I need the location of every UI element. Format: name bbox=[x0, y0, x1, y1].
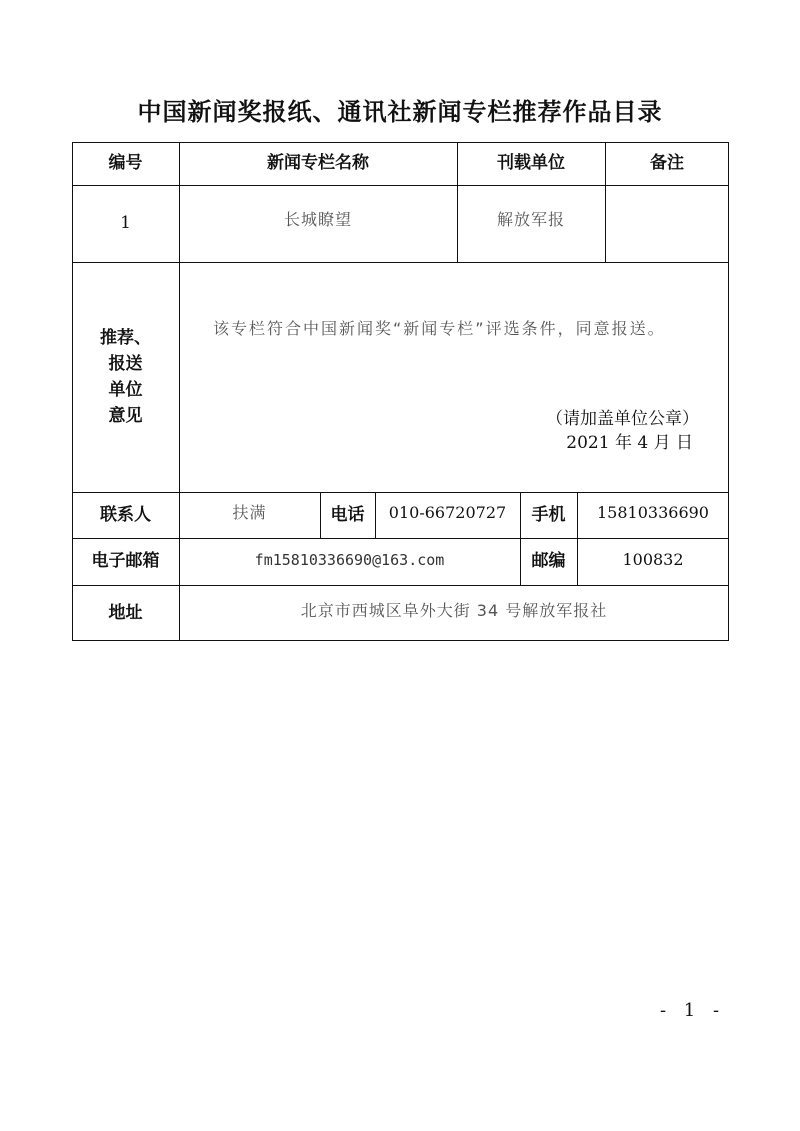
email-value: fm15810336690@163.com bbox=[254, 550, 445, 569]
header-publisher: 刊载单位 bbox=[497, 153, 565, 174]
opinion-label-line: 推荐、 bbox=[100, 328, 151, 348]
header-number: 编号 bbox=[108, 153, 143, 174]
entry-remarks bbox=[605, 185, 729, 262]
email-label: 电子邮箱 bbox=[91, 551, 160, 572]
opinion-date: 2021 年 4 月 日 bbox=[566, 433, 693, 453]
header-remarks: 备注 bbox=[650, 153, 684, 174]
opinion-label-line: 意见 bbox=[108, 406, 143, 426]
address-label: 地址 bbox=[108, 602, 143, 623]
entry-publisher: 解放军报 bbox=[496, 210, 565, 230]
postcode-label: 邮编 bbox=[531, 551, 566, 572]
opinion-label-line: 单位 bbox=[108, 380, 143, 400]
contact-person-label: 联系人 bbox=[100, 504, 151, 525]
seal-note: （请加盖单位公章） bbox=[546, 409, 699, 429]
opinion-body bbox=[179, 262, 729, 492]
mobile-value: 15810336690 bbox=[597, 503, 709, 523]
page-number: - 1 - bbox=[660, 1000, 726, 1021]
opinion-label-line: 报送 bbox=[108, 354, 143, 374]
recommendation-table bbox=[72, 142, 729, 641]
address-value: 北京市西城区阜外大街 34 号解放军报社 bbox=[300, 601, 608, 621]
header-column-name: 新闻专栏名称 bbox=[267, 153, 369, 174]
document-title: 中国新闻奖报纸、通讯社新闻专栏推荐作品目录 bbox=[137, 97, 663, 126]
phone-label: 电话 bbox=[330, 504, 365, 525]
contact-person: 扶满 bbox=[232, 503, 267, 523]
opinion-label bbox=[72, 262, 179, 492]
mobile-label: 手机 bbox=[531, 504, 566, 525]
opinion-text: 该专栏符合中国新闻奖“新闻专栏”评选条件，同意报送。 bbox=[213, 319, 666, 338]
entry-number: 1 bbox=[120, 213, 131, 234]
phone-value: 010-66720727 bbox=[388, 503, 507, 523]
entry-column-name: 长城瞭望 bbox=[283, 210, 352, 230]
postcode-value: 100832 bbox=[622, 549, 684, 569]
